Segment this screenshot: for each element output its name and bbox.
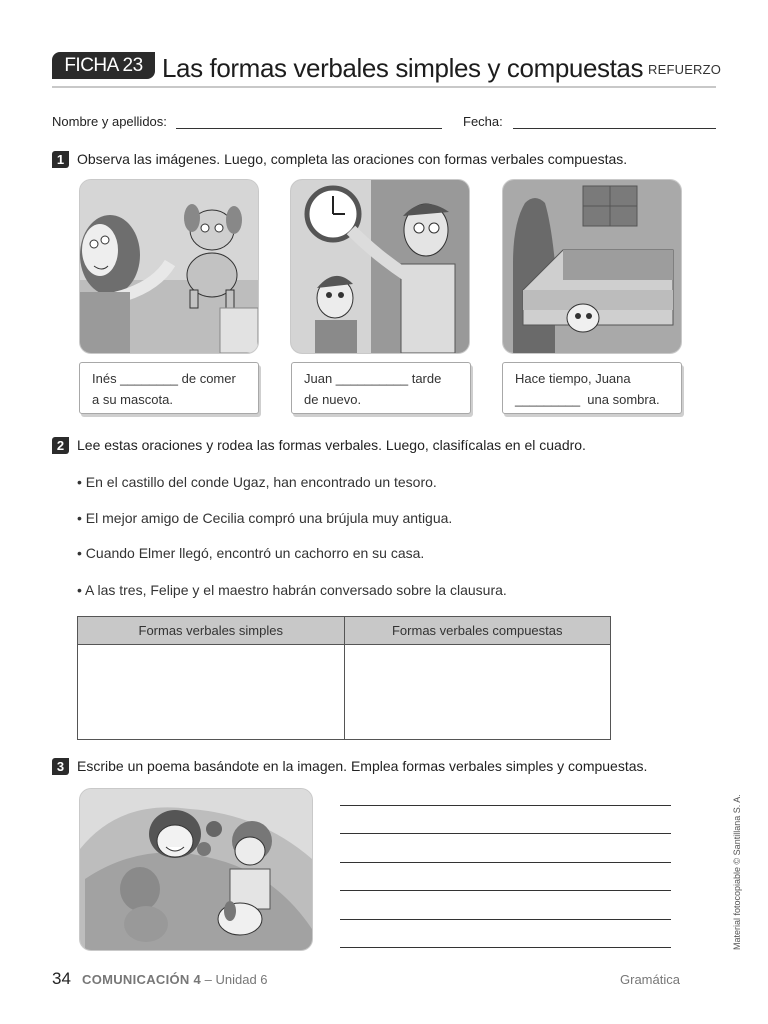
poem-line[interactable] bbox=[340, 947, 671, 948]
poem-line[interactable] bbox=[340, 833, 671, 834]
sentence-bullet: • El mejor amigo de Cecilia compró una brújula muy antigua. bbox=[77, 510, 453, 526]
date-field[interactable] bbox=[513, 128, 716, 129]
poem-line[interactable] bbox=[340, 805, 671, 806]
sentence-text: Juan __________ tarde bbox=[304, 371, 442, 386]
page-title: Las formas verbales simples y compuestas bbox=[162, 53, 644, 83]
poem-line[interactable] bbox=[340, 919, 671, 920]
header-divider bbox=[52, 86, 716, 88]
name-label: Nombre y apellidos: bbox=[52, 114, 167, 129]
sentence-bullet: • Cuando Elmer llegó, encontró un cachorro en su casa. bbox=[77, 545, 425, 561]
sentence-text: Inés ________ de comer bbox=[92, 371, 236, 386]
name-field[interactable] bbox=[176, 128, 442, 129]
exercise-2-instruction: Lee estas oraciones y rodea las formas verbales. Luego, clasifícalas en el cuadro. bbox=[77, 437, 586, 453]
answer-cell-simples[interactable] bbox=[78, 645, 345, 740]
exercise-1-instruction: Observa las imágenes. Luego, completa las oraciones con formas verbales compuestas. bbox=[77, 151, 628, 167]
exercise-1-number: 1 bbox=[52, 151, 69, 168]
ficha-badge: FICHA 23 bbox=[52, 52, 155, 79]
footer-book bbox=[82, 972, 268, 987]
page-number: 34 bbox=[52, 969, 71, 988]
sentence-bullet: • En el castillo del conde Ugaz, han encontrado un tesoro. bbox=[77, 474, 437, 490]
table-header-compuestas: Formas verbales compuestas bbox=[344, 617, 611, 645]
unit-name: – Unidad 6 bbox=[201, 972, 268, 987]
sentence-box-ines[interactable] bbox=[79, 362, 259, 414]
book-name: COMUNICACIÓN 4 bbox=[82, 972, 202, 987]
copyright-note: Material fotocopiable © Santillana S. A. bbox=[732, 794, 742, 950]
sentence-box-juana[interactable] bbox=[502, 362, 682, 414]
sentence-bullet: • A las tres, Felipe y el maestro habrán conversado sobre la clausura. bbox=[77, 582, 507, 598]
exercise-2-number: 2 bbox=[52, 437, 69, 454]
exercise-3-number: 3 bbox=[52, 758, 69, 775]
sentence-text: Hace tiempo, Juana bbox=[515, 371, 631, 386]
exercise-3-instruction: Escribe un poema basándote en la imagen. Emplea formas verbales simples y compuestas. bbox=[77, 758, 648, 774]
poem-line[interactable] bbox=[340, 890, 671, 891]
poem-line[interactable] bbox=[340, 862, 671, 863]
poem-illustration bbox=[79, 788, 313, 951]
footer-section: Gramática bbox=[620, 972, 680, 987]
clock-man-boy-illustration bbox=[290, 179, 470, 354]
table-header-simples: Formas verbales simples bbox=[78, 617, 345, 645]
sentence-box-juan[interactable] bbox=[291, 362, 471, 414]
sentence-text: de nuevo. bbox=[304, 392, 362, 407]
answer-cell-compuestas[interactable] bbox=[344, 645, 611, 740]
sentence-text: a su mascota. bbox=[92, 392, 173, 407]
refuerzo-tag: REFUERZO bbox=[648, 62, 722, 77]
girl-dog-illustration bbox=[79, 179, 259, 354]
sentence-text: _________ una sombra. bbox=[515, 392, 660, 407]
bed-shadow-illustration bbox=[502, 179, 682, 354]
date-label: Fecha: bbox=[463, 114, 503, 129]
classification-table bbox=[77, 616, 611, 740]
